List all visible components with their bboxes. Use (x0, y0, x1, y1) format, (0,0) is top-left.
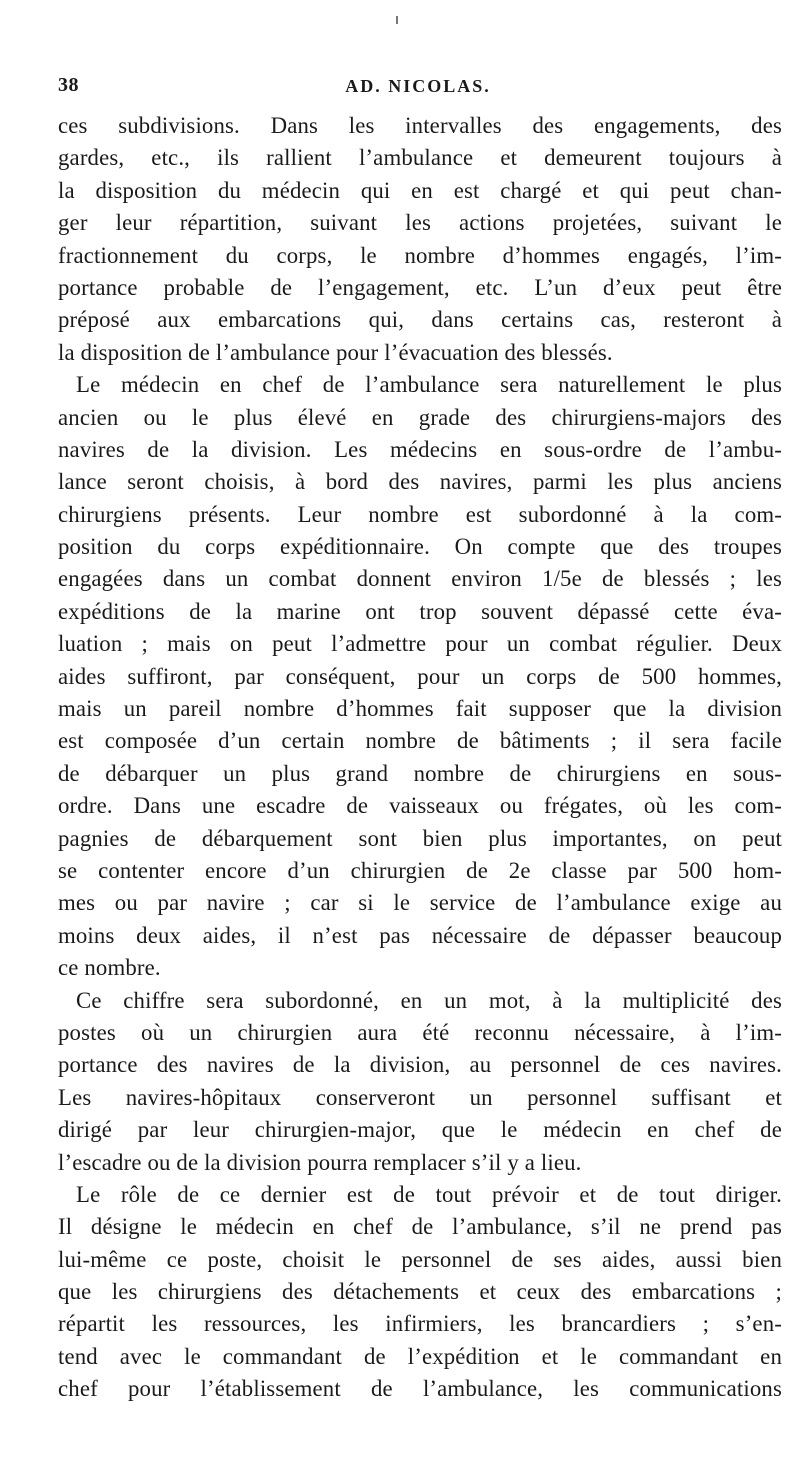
running-head: AD. NICOLAS. (345, 76, 491, 96)
text-line: la disposition du médecin qui en est chargé et qui peut chan- (58, 177, 782, 203)
text-line: Les navires-hôpitaux conserveront un personnel suffisant et (58, 1084, 782, 1110)
text-line: ordre. Dans une escadre de vaisseaux ou frégates, où les com- (58, 793, 782, 819)
text-line: que les chirurgiens des détachements et ceux des embarcations ; (58, 1279, 782, 1305)
text-line: navires de la division. Les médecins en sous-ordre de l’ambu- (58, 436, 782, 462)
text-line: portance des navires de la division, au personnel de ces navires. (58, 1052, 782, 1078)
text-line: Ce chiffre sera subordonné, en un mot, à la multiplicité des (76, 987, 782, 1013)
text-line: tend avec le commandant de l’expédition et le commandant en (58, 1343, 782, 1369)
text-line: est composée d’un certain nombre de bâtiments ; il sera facile (58, 728, 782, 754)
text-line: se contenter encore d’un chirurgien de 2e classe par 500 hom- (58, 857, 782, 883)
text-line: chirurgiens présents. Leur nombre est subordonné à la com- (58, 501, 782, 527)
text-line: lui-même ce poste, choisit le personnel de ses aides, aussi bien (58, 1246, 782, 1272)
text-line: l’escadre ou de la division pourra remplacer s’il y a lieu. (58, 1149, 582, 1175)
text-line: moins deux aides, il n’est pas nécessaire de dépasser beaucoup (58, 922, 782, 948)
text-line: pagnies de débarquement sont bien plus importantes, on peut (58, 825, 782, 851)
text-line: Le médecin en chef de l’ambulance sera naturellement le plus (76, 372, 782, 398)
text-line: de débarquer un plus grand nombre de chirurgiens en sous- (58, 760, 782, 786)
text-line: luation ; mais on peut l’admettre pour un combat régulier. Deux (58, 631, 782, 657)
text-line: la disposition de l’ambulance pour l’évacuation des blessés. (58, 339, 613, 365)
page-header (58, 74, 778, 104)
text-line: dirigé par leur chirurgien-major, que le médecin en chef de (58, 1117, 782, 1143)
text-line: position du corps expéditionnaire. On compte que des troupes (58, 534, 782, 560)
text-line: ce nombre. (58, 955, 161, 981)
text-line: chef pour l’établissement de l’ambulance, les communications (58, 1376, 782, 1402)
text-line: lance seront choisis, à bord des navires, parmi les plus anciens (58, 469, 782, 495)
text-line: mes ou par navire ; car si le service de l’ambulance exige au (58, 890, 782, 916)
text-line: ancien ou le plus élevé en grade des chirurgiens-majors des (58, 404, 782, 430)
text-line: Le rôle de ce dernier est de tout prévoir et de tout diriger. (76, 1181, 782, 1207)
body-text (58, 110, 782, 1406)
text-line: engagées dans un combat donnent environ 1/5e de blessés ; les (58, 566, 782, 592)
text-line: expéditions de la marine ont trop souvent dépassé cette éva- (58, 598, 782, 624)
text-line: Il désigne le médecin en chef de l’ambulance, s’il ne prend pas (58, 1214, 782, 1240)
text-line: répartit les ressources, les infirmiers, les brancardiers ; s’en- (58, 1311, 782, 1337)
text-line: préposé aux embarcations qui, dans certains cas, resteront à (58, 307, 782, 333)
text-line: postes où un chirurgien aura été reconnu nécessaire, à l’im- (58, 1019, 782, 1045)
text-line: ces subdivisions. Dans les intervalles des engagements, des (58, 113, 782, 138)
text-line: gardes, etc., ils rallient l’ambulance et demeurent toujours à (58, 145, 782, 171)
text-line: fractionnement du corps, le nombre d’hommes engagés, l’im- (58, 242, 782, 268)
top-margin-mark (396, 16, 398, 24)
text-line: ger leur répartition, suivant les actions projetées, suivant le (58, 210, 782, 236)
page-number: 38 (58, 74, 79, 96)
text-line: portance probable de l’engagement, etc. L’un d’eux peut être (58, 274, 782, 300)
text-line: aides suffiront, par conséquent, pour un corps de 500 hommes, (58, 663, 782, 689)
text-line: mais un pareil nombre d’hommes fait supposer que la division (58, 696, 782, 722)
